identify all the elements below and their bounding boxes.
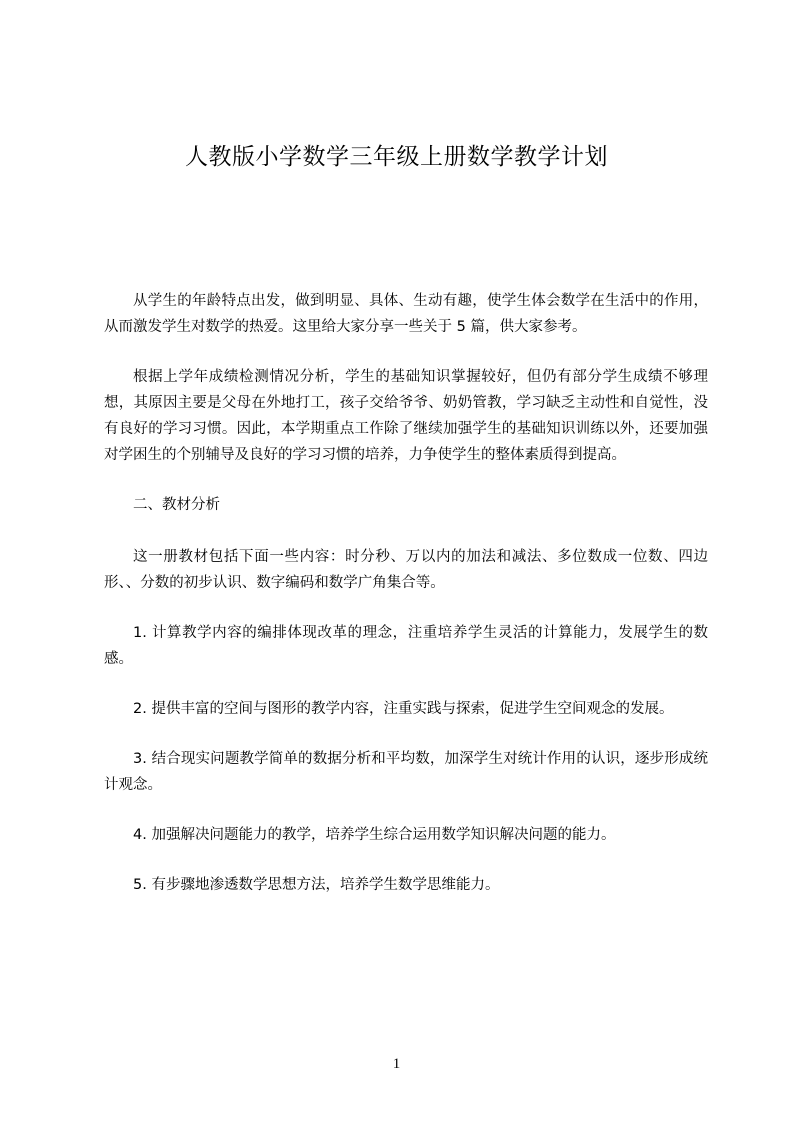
- section-heading-textbook-analysis: 二、教材分析: [133, 497, 220, 513]
- list-item-3: 3. 结合现实问题教学简单的数据分析和平均数，加深学生对统计作用的认识，逐步形成统计观念。: [104, 751, 708, 793]
- paragraph-textbook-contents: 这一册教材包括下面一些内容：时分秒、万以内的加法和减法、多位数成一位数、四边形、、分数的初步认识、数字编码和数学广角集合等。: [104, 549, 708, 591]
- document-title: 人教版小学数学三年级上册数学教学计划: [185, 144, 608, 170]
- page-number: 1: [392, 1056, 401, 1072]
- document-body: [104, 288, 708, 922]
- list-item-5: 5. 有步骤地渗透数学思想方法，培养学生数学思维能力。: [133, 877, 500, 893]
- list-item-2: 2. 提供丰富的空间与图形的教学内容，注重实践与探索，促进学生空间观念的发展。: [133, 701, 674, 717]
- list-item-4: 4. 加强解决问题能力的教学，培养学生综合运用数学知识解决问题的能力。: [133, 827, 616, 843]
- paragraph-student-analysis: 根据上学年成绩检测情况分析，学生的基础知识掌握较好，但仍有部分学生成绩不够理想，其原因主要是父母在外地打工，孩子交给爷爷、奶奶管教，学习缺乏主动性和自觉性，没有良好的学习习惯。因此，本学期重点工作除了继续加强学生的基础知识训练以外，还要加强对学困生的个别辅导及良好的学习习惯的培养，力争使学生的整体素质得到提高。: [104, 369, 708, 463]
- paragraph-intro: 从学生的年龄特点出发，做到明显、具体、生动有趣，使学生体会数学在生活中的作用，从而激发学生对数学的热爱。这里给大家分享一些关于 5 篇，供大家参考。: [104, 293, 708, 335]
- list-item-1: 1. 计算教学内容的编排体现改革的理念，注重培养学生灵活的计算能力，发展学生的数感。: [104, 625, 708, 667]
